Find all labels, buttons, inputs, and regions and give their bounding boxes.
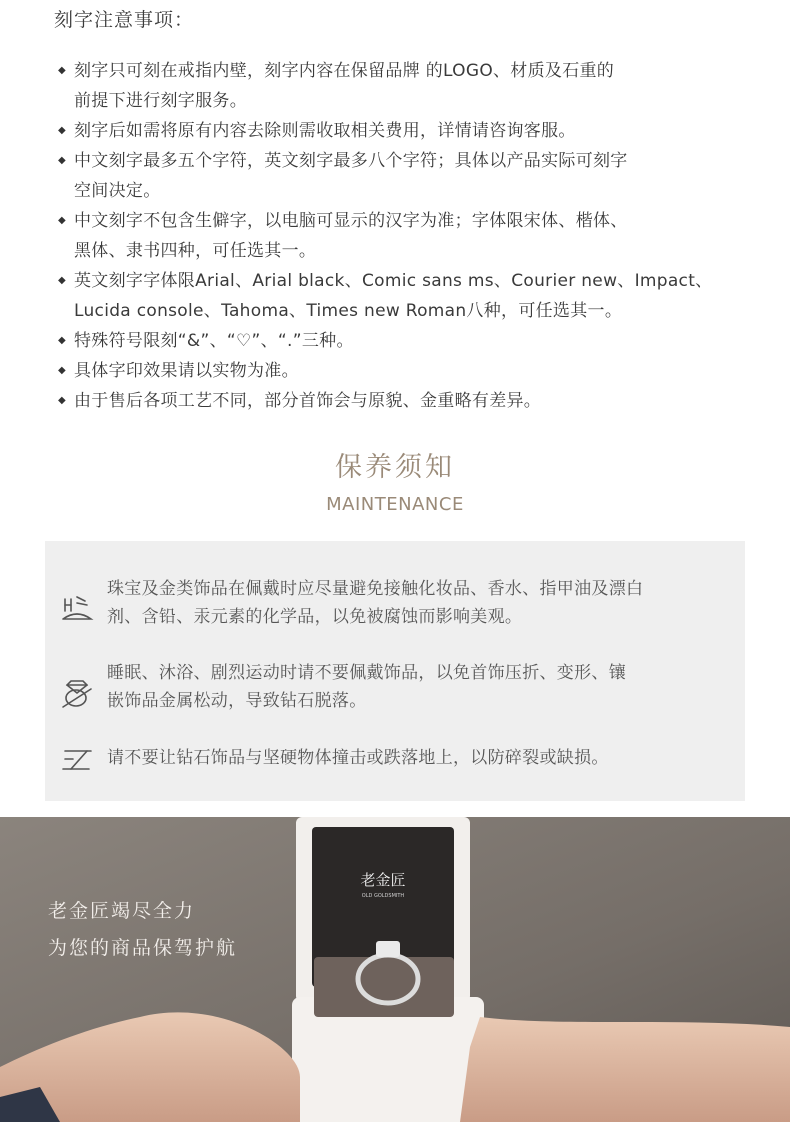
- care-text: [107, 659, 729, 715]
- note-text: 英文刻字字体限Arial、Arial black、Comic sans ms、Courier new、Impact、: [74, 271, 713, 291]
- note-text: 中文刻字不包含生僻字，以电脑可显示的汉字为准；字体限宋体、楷体、: [74, 211, 628, 231]
- bullet-icon: ◆: [58, 65, 66, 76]
- list-item: [54, 116, 754, 146]
- bullet-icon: ◆: [58, 395, 66, 406]
- note-text-cont: 空间决定。: [74, 181, 161, 201]
- care-line: 剂、含铅、汞元素的化学品，以免被腐蚀而影响美观。: [107, 607, 523, 627]
- care-line: 睡眠、沐浴、剧烈运动时请不要佩戴饰品，以免首饰压折、变形、镶: [107, 663, 626, 683]
- box-brand: 老金匠: [360, 871, 406, 889]
- right-hand: [460, 1017, 790, 1122]
- list-item: [54, 146, 754, 206]
- list-item: [54, 56, 754, 116]
- note-text: 中文刻字最多五个字符，英文刻字最多八个字符；具体以产品实际可刻字: [74, 151, 628, 171]
- engraving-notes-list: [54, 56, 754, 416]
- bullet-icon: ◆: [58, 155, 66, 166]
- care-text: [107, 575, 729, 631]
- note-text: 刻字后如需将原有内容去除则需收取相关费用，详情请咨询客服。: [74, 121, 576, 141]
- care-line: 请不要让钻石饰品与坚硬物体撞击或跌落地上，以防碎裂或缺损。: [107, 748, 609, 768]
- impact-icon: [59, 741, 95, 777]
- bullet-icon: ◆: [58, 365, 66, 376]
- care-text: [107, 744, 729, 772]
- note-text: 刻字只可刻在戒指内壁，刻字内容在保留品牌 的LOGO、材质及石重的: [74, 61, 615, 81]
- box-brand-en: OLD GOLDSMITH: [361, 893, 405, 899]
- cosmetics-icon: [59, 591, 95, 627]
- note-text: 具体字印效果请以实物为准。: [74, 361, 299, 381]
- list-item: [54, 326, 754, 356]
- bullet-icon: ◆: [58, 215, 66, 226]
- banner-photo: [0, 817, 790, 1122]
- maintenance-title-en: MAINTENANCE: [326, 494, 464, 515]
- list-item: [54, 206, 754, 266]
- note-text-cont: Lucida console、Tahoma、Times new Roman八种，可任选其一。: [74, 301, 623, 321]
- care-panel: [45, 541, 745, 801]
- maintenance-heading: [0, 448, 790, 520]
- list-item: [54, 386, 754, 416]
- engraving-title: 刻字注意事项：: [54, 9, 195, 31]
- bullet-icon: ◆: [58, 275, 66, 286]
- list-item: [54, 266, 754, 326]
- bullet-icon: ◆: [58, 125, 66, 136]
- note-text-cont: 黑体、隶书四种，可任选其一。: [74, 241, 317, 261]
- ring-icon: [59, 673, 95, 709]
- care-line: 嵌饰品金属松动，导致钻石脱落。: [107, 691, 367, 711]
- note-text: 由于售后各项工艺不同，部分首饰会与原貌、金重略有差异。: [74, 391, 542, 411]
- list-item: [54, 356, 754, 386]
- maintenance-title-cn: 保养须知: [335, 452, 455, 483]
- slogan-line-1: 老金匠竭尽全力: [48, 900, 196, 922]
- ring-box-illustration: [0, 817, 790, 1122]
- note-text: 特殊符号限刻“&”、“♡”、“.”三种。: [74, 331, 354, 351]
- care-line: 珠宝及金类饰品在佩戴时应尽量避免接触化妆品、香水、指甲油及漂白: [107, 579, 644, 599]
- note-text-cont: 前提下进行刻字服务。: [74, 91, 247, 111]
- bullet-icon: ◆: [58, 335, 66, 346]
- slogan-line-2: 为您的商品保驾护航: [48, 937, 238, 959]
- engraving-section: [54, 6, 754, 416]
